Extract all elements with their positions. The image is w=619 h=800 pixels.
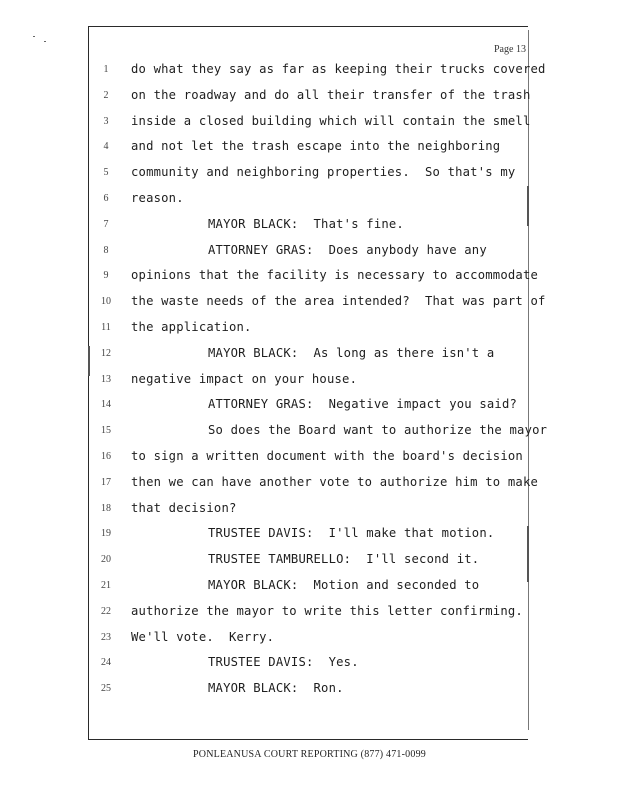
line-number: 8: [103, 244, 109, 256]
line-number: 3: [103, 115, 109, 127]
line-text: We'll vote. Kerry.: [131, 629, 275, 644]
line-text: to sign a written document with the board's decision: [131, 449, 523, 463]
line-text: ATTORNEY GRAS: Does anybody have any: [208, 242, 487, 257]
line-number: 23: [101, 631, 111, 643]
transcript-line: [0, 322, 619, 348]
line-number: 17: [101, 476, 111, 488]
line-number: 10: [101, 296, 111, 308]
transcript-line: [0, 296, 619, 322]
line-text: the application.: [131, 320, 252, 334]
page-number: Page 13: [494, 44, 526, 55]
frame-bottom-border: [88, 739, 528, 740]
line-number: 19: [101, 528, 111, 540]
transcript-line: [0, 167, 619, 193]
transcript-line: [0, 216, 619, 245]
line-text: MAYOR BLACK: As long as there isn't a: [208, 345, 495, 360]
transcript-line: [0, 657, 619, 683]
transcript-line: [0, 580, 619, 606]
line-text: ATTORNEY GRAS: Negative impact you said?: [208, 397, 518, 412]
transcript-line: [0, 113, 619, 142]
transcript-line: [0, 64, 619, 90]
line-number: 2: [103, 89, 109, 101]
transcript-line: [0, 554, 619, 580]
transcript-line: [0, 425, 619, 451]
line-text: opinions that the facility is necessary to accommodate: [131, 268, 539, 283]
line-text: community and neighboring properties. So that's my: [131, 165, 516, 180]
transcript-line: [0, 500, 619, 529]
line-text: authorize the mayor to write this letter confirming.: [131, 603, 523, 618]
line-text: on the roadway and do all their transfer of the trash: [131, 87, 531, 102]
line-number: 14: [101, 399, 111, 411]
transcript-line: [0, 629, 619, 658]
line-number: 6: [103, 193, 109, 204]
transcript-line: [0, 193, 619, 219]
line-text: TRUSTEE DAVIS: I'll make that motion.: [208, 526, 495, 541]
line-text: TRUSTEE DAVIS: Yes.: [208, 655, 359, 670]
transcript-line: [0, 242, 619, 271]
transcript-line: [0, 399, 619, 425]
transcript-line: [0, 141, 619, 167]
transcript-line: [0, 371, 619, 400]
transcript-line: [0, 474, 619, 503]
line-number: 20: [101, 554, 111, 566]
line-text: TRUSTEE TAMBURELLO: I'll second it.: [208, 552, 480, 567]
line-text: reason.: [131, 191, 184, 205]
transcript-line: [0, 87, 619, 116]
line-number: 1: [103, 64, 109, 75]
line-number: 12: [101, 347, 111, 359]
line-number: 21: [101, 580, 111, 591]
line-number: 18: [101, 502, 111, 514]
transcript-line: [0, 345, 619, 374]
line-text: and not let the trash escape into the neighboring: [131, 139, 501, 154]
frame-top-border: [88, 26, 528, 27]
transcript-line: [0, 270, 619, 296]
line-text: So does the Board want to authorize the mayor: [208, 423, 548, 438]
court-reporter-footer: PONLEANUSA COURT REPORTING (877) 471-0099: [193, 749, 426, 760]
line-number: 5: [103, 167, 109, 179]
line-text: negative impact on your house.: [131, 371, 358, 386]
line-number: 13: [101, 373, 111, 385]
transcript-line: [0, 451, 619, 477]
scan-speck: [33, 36, 35, 37]
line-number: 25: [101, 683, 111, 695]
line-number: 24: [101, 657, 111, 669]
transcript-line: [0, 603, 619, 632]
line-number: 15: [101, 425, 111, 437]
line-text: MAYOR BLACK: That's fine.: [208, 216, 404, 231]
line-text: inside a closed building which will contain the smell: [131, 113, 531, 128]
line-text: that decision?: [131, 500, 237, 515]
scan-speck: [44, 41, 46, 42]
line-text: then we can have another vote to authorize him to make: [131, 474, 539, 489]
line-number: 4: [103, 141, 109, 153]
line-text: do what they say as far as keeping their trucks covered: [131, 62, 546, 76]
line-number: 16: [101, 451, 111, 462]
line-number: 7: [103, 218, 109, 230]
line-text: the waste needs of the area intended? That was part of: [131, 294, 546, 309]
line-number: 11: [101, 322, 111, 333]
line-number: 9: [103, 270, 109, 282]
transcript-line: [0, 528, 619, 554]
transcript-line: [0, 683, 619, 709]
line-text: MAYOR BLACK: Ron.: [208, 681, 344, 696]
line-text: MAYOR BLACK: Motion and seconded to: [208, 578, 480, 592]
line-number: 22: [101, 605, 111, 617]
